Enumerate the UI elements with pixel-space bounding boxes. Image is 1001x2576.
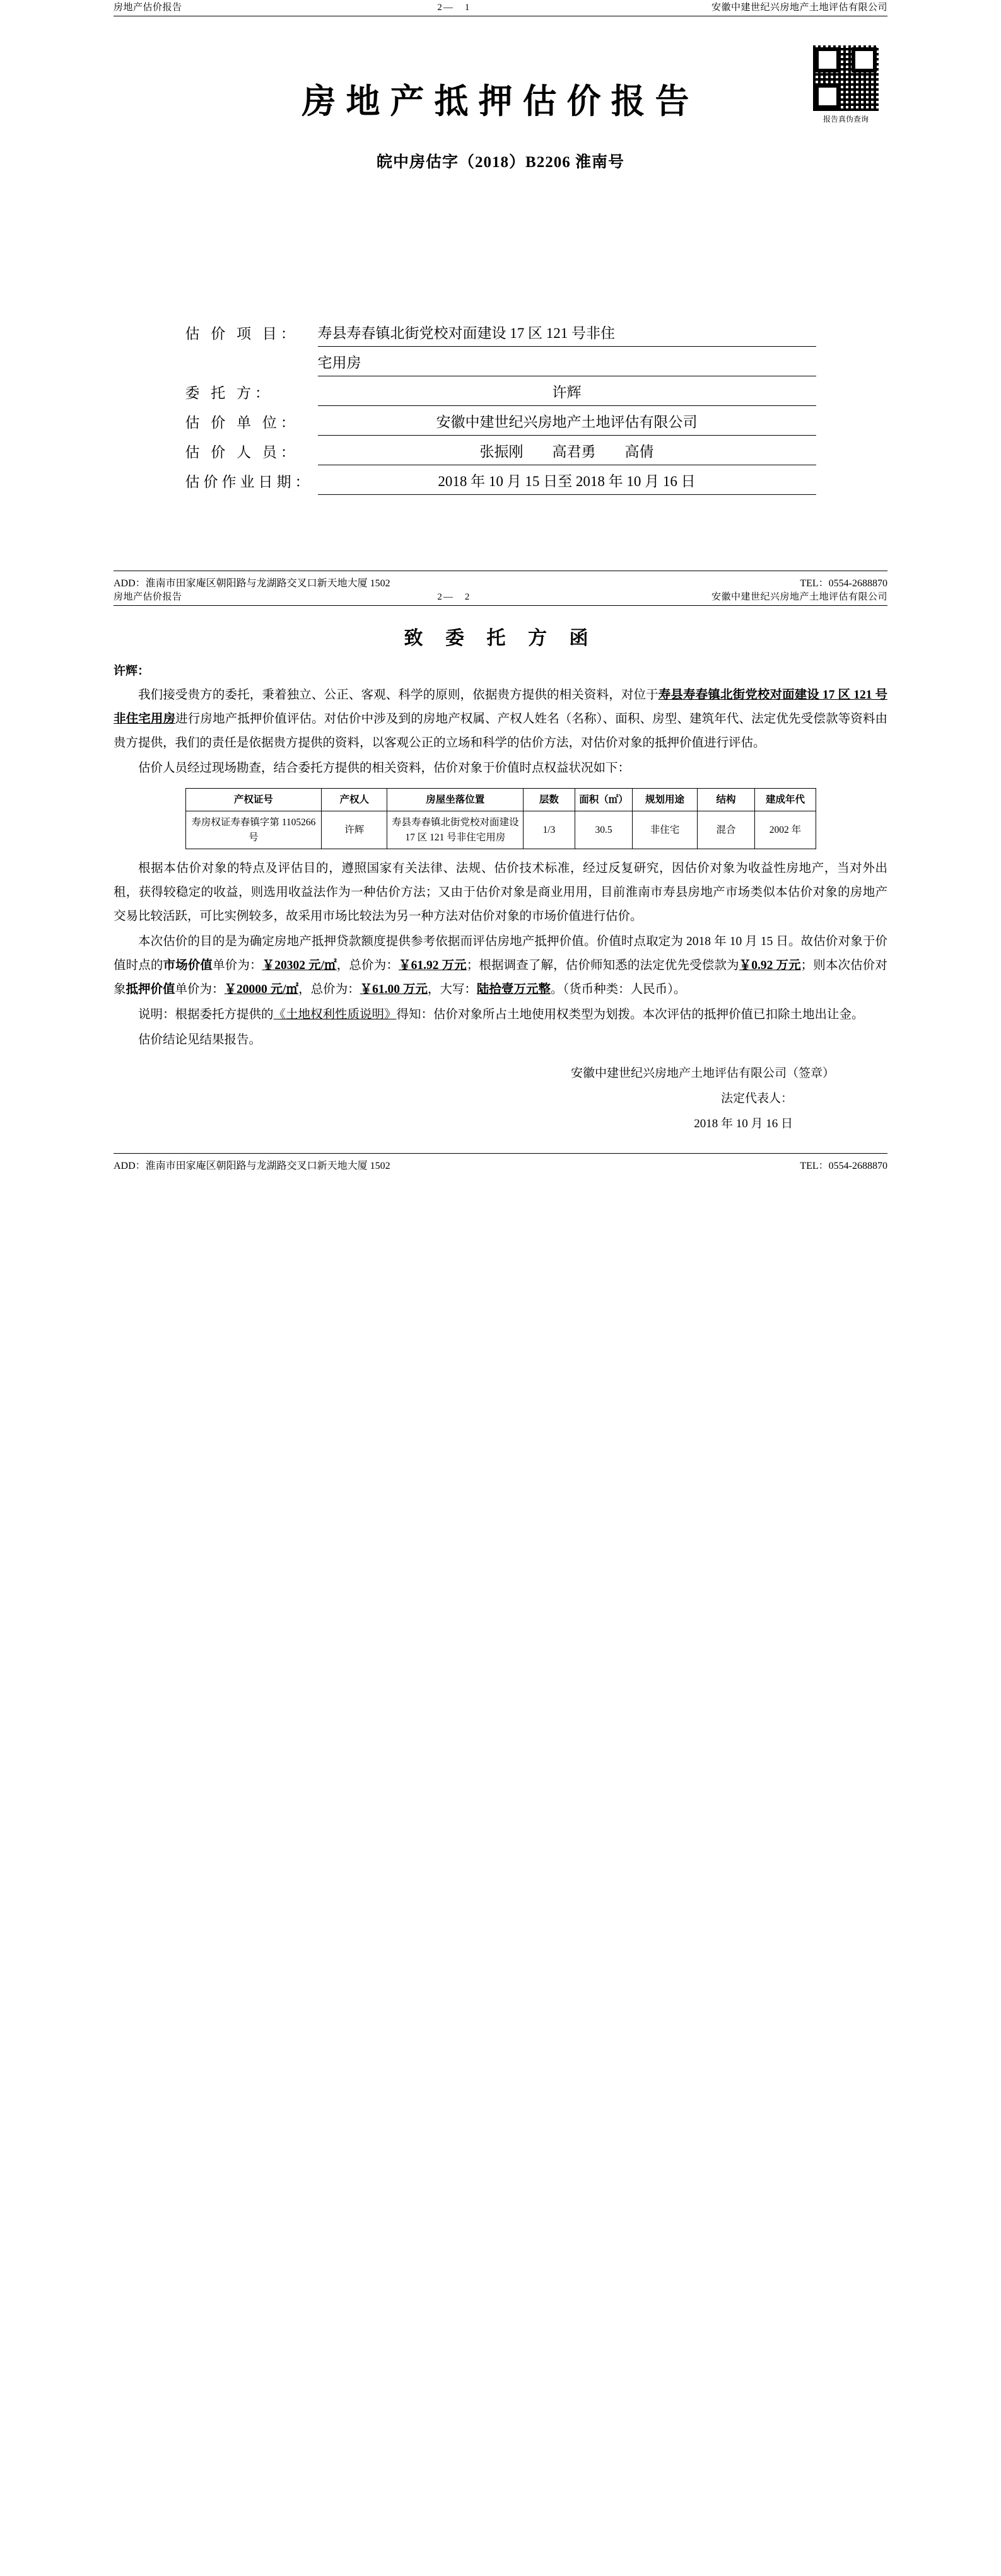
th-area: 面积（㎡）	[575, 789, 633, 811]
td-year: 2002 年	[755, 811, 816, 849]
running-footer	[114, 571, 887, 589]
table-row	[185, 811, 816, 849]
field-value-client: 许辉	[318, 376, 816, 406]
th-location: 房屋坐落位置	[387, 789, 524, 811]
signature-company: 安徽中建世纪兴房地产土地评估有限公司（签章）	[570, 1066, 834, 1080]
field-row-appraisers	[185, 436, 816, 465]
field-label-client: 委 托 方：	[185, 385, 273, 401]
th-floor: 层数	[524, 789, 575, 811]
letter-p4-i: 单价为：	[175, 982, 225, 996]
letter-page	[0, 589, 1001, 1172]
letter-paragraph-3: 根据本估价对象的特点及评估目的，遵照国家有关法律、法规、估价技术标准，经过反复研究，因估价对象为收益性房地产，当对外出租，获得较稳定的收益，则选用收益法作为一种估价方法；又由于估价对象是商业用用，目前淮南市寿县房地产市场类似本估价对象的房地产交易比较活跃，可比实例较多，故采用市场比较法为另一种方法对估价对象的市场价值进行估价。	[114, 861, 887, 923]
field-row-client	[185, 376, 816, 406]
running-header-left: 房地产估价报告	[114, 3, 182, 13]
letter-salutation: 许辉：	[114, 664, 150, 678]
letter-p4-c: 单价为：	[213, 958, 262, 972]
td-structure: 混合	[697, 811, 755, 849]
letter-paragraph-4	[114, 930, 887, 1002]
qr-code-icon[interactable]	[813, 45, 879, 111]
field-row-dates	[185, 465, 816, 495]
running-header-2	[114, 589, 887, 606]
td-cert-no: 寿房权证寿春镇字第 1105266 号	[185, 811, 322, 849]
letter-land-right-doc: 《土地权利性质说明》	[273, 1007, 397, 1021]
field-value-project-cont: 宅用房	[318, 347, 816, 376]
field-label-dates: 估价作业日期：	[185, 473, 313, 490]
field-label-project-cont	[185, 347, 318, 376]
running-footer-2	[114, 1153, 887, 1172]
th-year: 建成年代	[755, 789, 816, 811]
table-header-row	[185, 789, 816, 811]
td-owner: 许辉	[322, 811, 387, 849]
letter-p5-a: 说明：根据委托方提供的	[138, 1007, 274, 1021]
letter-total-price: ￥61.92 万元	[398, 958, 467, 972]
running-footer-2-tel: TEL：0554-2688870	[800, 1160, 887, 1171]
field-value-project: 寿县寿春镇北街党校对面建设 17 区 121 号非住	[318, 317, 816, 347]
letter-title: 致 委 托 方 函	[404, 628, 597, 649]
running-header-page: 2— 1	[437, 3, 471, 13]
letter-paragraph-2: 估价人员经过现场勘查，结合委托方提供的相关资料，估价对象于价值时点权益状况如下：	[138, 762, 631, 775]
running-header	[114, 0, 887, 16]
letter-mortgage-total: ￥61.00 万元	[360, 982, 428, 996]
letter-p4-l: 。（货币种类：人民币）。	[550, 982, 686, 996]
letter-unit-price: ￥20302 元/㎡	[262, 958, 337, 972]
td-usage: 非住宅	[633, 811, 697, 849]
field-value-company: 安徽中建世纪兴房地产土地评估有限公司	[318, 406, 816, 436]
running-footer-address: ADD：淮南市田家庵区朝阳路与龙湖路交叉口新天地大厦 1502	[114, 578, 390, 589]
th-owner: 产权人	[322, 789, 387, 811]
letter-priority-claim: ￥0.92 万元	[739, 958, 801, 972]
property-table	[185, 788, 816, 849]
letter-p4-g: ；则本次估价对象	[114, 958, 887, 996]
th-structure: 结构	[697, 789, 755, 811]
td-area: 30.5	[575, 811, 633, 849]
field-value-appraisers: 张振刚 高君勇 高倩	[318, 436, 816, 465]
th-cert-no: 产权证号	[185, 789, 322, 811]
running-header-2-left: 房地产估价报告	[114, 592, 182, 602]
field-value-dates: 2018 年 10 月 15 日至 2018 年 10 月 16 日	[318, 465, 816, 495]
letter-p5-c: 得知：估价对象所占土地使用权类型为划拨。本次评估的抵押价值已扣除土地出让金。	[396, 1007, 864, 1021]
letter-mortgage-unit-price: ￥20000 元/㎡	[224, 982, 299, 996]
letter-paragraph-1	[114, 683, 887, 755]
letter-mortgage-value-label: 抵押价值	[126, 982, 175, 996]
letter-p4-d: ，总价为：	[336, 958, 399, 972]
signature-date: 2018 年 10 月 16 日	[694, 1117, 793, 1130]
letter-amount-in-words: 陆拾壹万元整	[476, 982, 551, 996]
field-label-project: 估 价 项 目：	[185, 325, 299, 342]
field-row-project-cont	[185, 347, 816, 376]
running-header-2-right: 安徽中建世纪兴房地产土地评估有限公司	[711, 592, 887, 602]
td-floor: 1/3	[524, 811, 575, 849]
letter-p1-a: 我们接受贵方的委托，秉着独立、公正、客观、科学的原则，依据贵方提供的相关资料，对位于	[138, 688, 659, 702]
qr-code-block	[808, 45, 884, 124]
td-location: 寿县寿春镇北街党校对面建设 17 区 121 号非住宅用房	[387, 811, 524, 849]
letter-paragraph-6: 估价结论见结果报告。	[138, 1033, 262, 1047]
running-header-right: 安徽中建世纪兴房地产土地评估有限公司	[711, 3, 887, 13]
field-label-appraisers: 估 价 人 员：	[185, 444, 299, 460]
letter-p4-market-value-label: 市场价值	[163, 958, 213, 972]
letter-paragraph-5	[114, 1003, 887, 1027]
running-header-2-page: 2— 2	[437, 592, 471, 602]
running-footer-2-address: ADD：淮南市田家庵区朝阳路与龙湖路交叉口新天地大厦 1502	[114, 1160, 390, 1171]
cover-page	[0, 0, 1001, 589]
th-usage: 规划用途	[633, 789, 697, 811]
running-footer-tel: TEL：0554-2688870	[800, 578, 887, 589]
signature-block	[114, 1061, 887, 1137]
field-row-company	[185, 406, 816, 436]
field-row-project	[185, 317, 816, 347]
letter-p4-a: 本次估价的目的是为确定房地产抵押贷款额度提供参考依据而评估房地产抵押价值。价值时点取定为 2018 年 10 月 15 日。故估价对象于价值时点的	[114, 934, 887, 972]
cover-field-table	[185, 317, 816, 495]
report-code: 皖中房估字（2018）B2206 淮南号	[377, 154, 624, 171]
letter-p1-c: 进行房地产抵押价值评估。对估价中涉及到的房地产权属、产权人姓名（名称）、面积、房型、建筑年代、法定优先受偿款等资料由贵方提供，我们的责任是依据贵方提供的资料，以客观公正的立场和科学的估价方法，对估价对象的抵押价值进行评估。	[114, 712, 887, 750]
letter-p1-property: 寿县寿春镇北街党校对面建设 17 区 121 号非住宅用房	[114, 688, 887, 726]
letter-p4-k: ，大写：	[427, 982, 477, 996]
letter-p4-e: ；根据调查了解，估价师知悉的法定优先受偿款为	[466, 958, 739, 972]
page-title: 房地产抵押估价报告	[301, 83, 700, 120]
qr-code-caption: 报告真伪查询	[822, 115, 869, 124]
letter-p4-j: ，总价为：	[298, 982, 360, 996]
signature-legal-rep: 法定代表人：	[720, 1091, 793, 1105]
field-label-company: 估 价 单 位：	[185, 414, 299, 431]
